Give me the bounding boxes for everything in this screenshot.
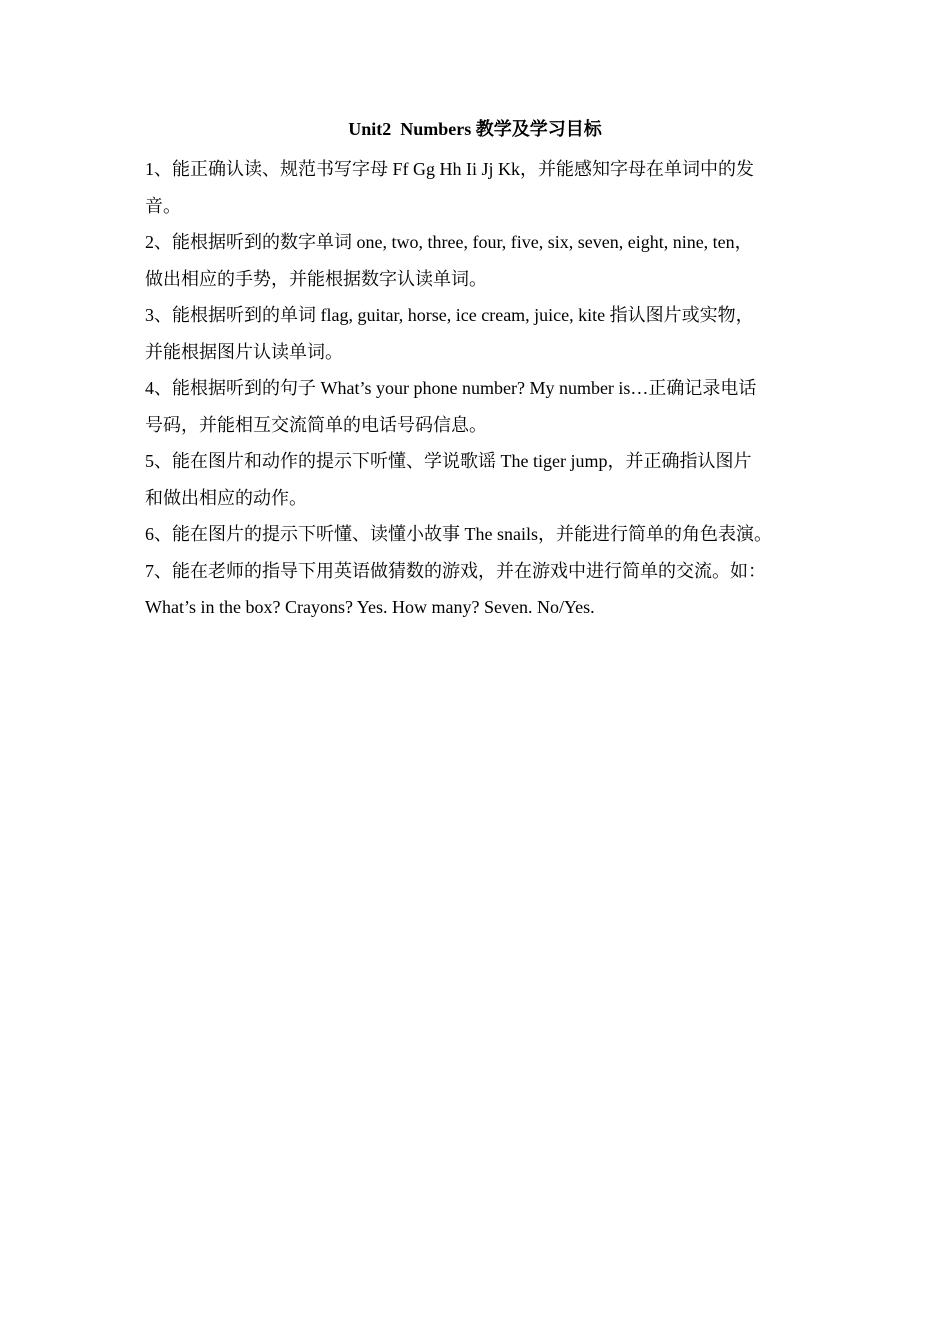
objective-line — [145, 516, 825, 553]
objective-item — [145, 224, 825, 297]
objective-number: 6、 — [145, 524, 172, 544]
objective-line: 并能根据图片认读单词。 — [145, 341, 343, 362]
objective-line — [145, 224, 825, 261]
objective-text: 能根据听到的句子 What’s your phone number? My number is…正确记录电话 — [172, 378, 757, 398]
objective-number: 7、 — [145, 560, 172, 581]
objective-number: 3、 — [145, 305, 172, 325]
objective-line: 和做出相应的动作。 — [145, 487, 307, 508]
objective-number: 4、 — [145, 378, 172, 398]
objective-item — [145, 443, 825, 516]
objective-text: 能正确认读、规范书写字母 Ff Gg Hh Ii Jj Kk，并能感知字母在单词中的发 — [172, 159, 755, 179]
objective-line — [145, 443, 825, 480]
objective-text: 能在图片的提示下听懂、读懂小故事 The snails，并能进行简单的角色表演。 — [172, 524, 772, 544]
objective-line: 音。 — [145, 195, 181, 216]
objective-item — [145, 516, 825, 553]
objective-line: 做出相应的手势，并能根据数字认读单词。 — [145, 268, 487, 289]
objectives-list — [145, 151, 825, 626]
objective-line — [145, 370, 825, 407]
objective-number: 5、 — [145, 451, 172, 471]
objective-text: 能在老师的指导下用英语做猜数的游戏，并在游戏中进行简单的交流。如： — [172, 560, 766, 581]
objective-item — [145, 297, 825, 370]
objective-item — [145, 151, 825, 224]
objective-line — [145, 553, 825, 590]
document-title: Unit2 Numbers 教学及学习目标 — [348, 119, 602, 139]
objective-line: What’s in the box? Crayons? Yes. How many? Seven. No/Yes. — [145, 597, 595, 617]
objective-text: 能在图片和动作的提示下听懂、学说歌谣 The tiger jump，并正确指认图片 — [172, 451, 752, 471]
objective-item — [145, 370, 825, 443]
objective-line — [145, 297, 825, 334]
objective-number: 2、 — [145, 232, 172, 252]
objective-number: 1、 — [145, 159, 172, 179]
objective-item — [145, 553, 825, 626]
objective-line: 号码，并能相互交流简单的电话号码信息。 — [145, 414, 487, 435]
objective-text: 能根据听到的数字单词 one, two, three, four, five, six, seven, eight, nine, ten， — [172, 232, 753, 252]
objective-line — [145, 151, 825, 188]
objective-text: 能根据听到的单词 flag, guitar, horse, ice cream, juice, kite 指认图片或实物， — [172, 305, 754, 325]
